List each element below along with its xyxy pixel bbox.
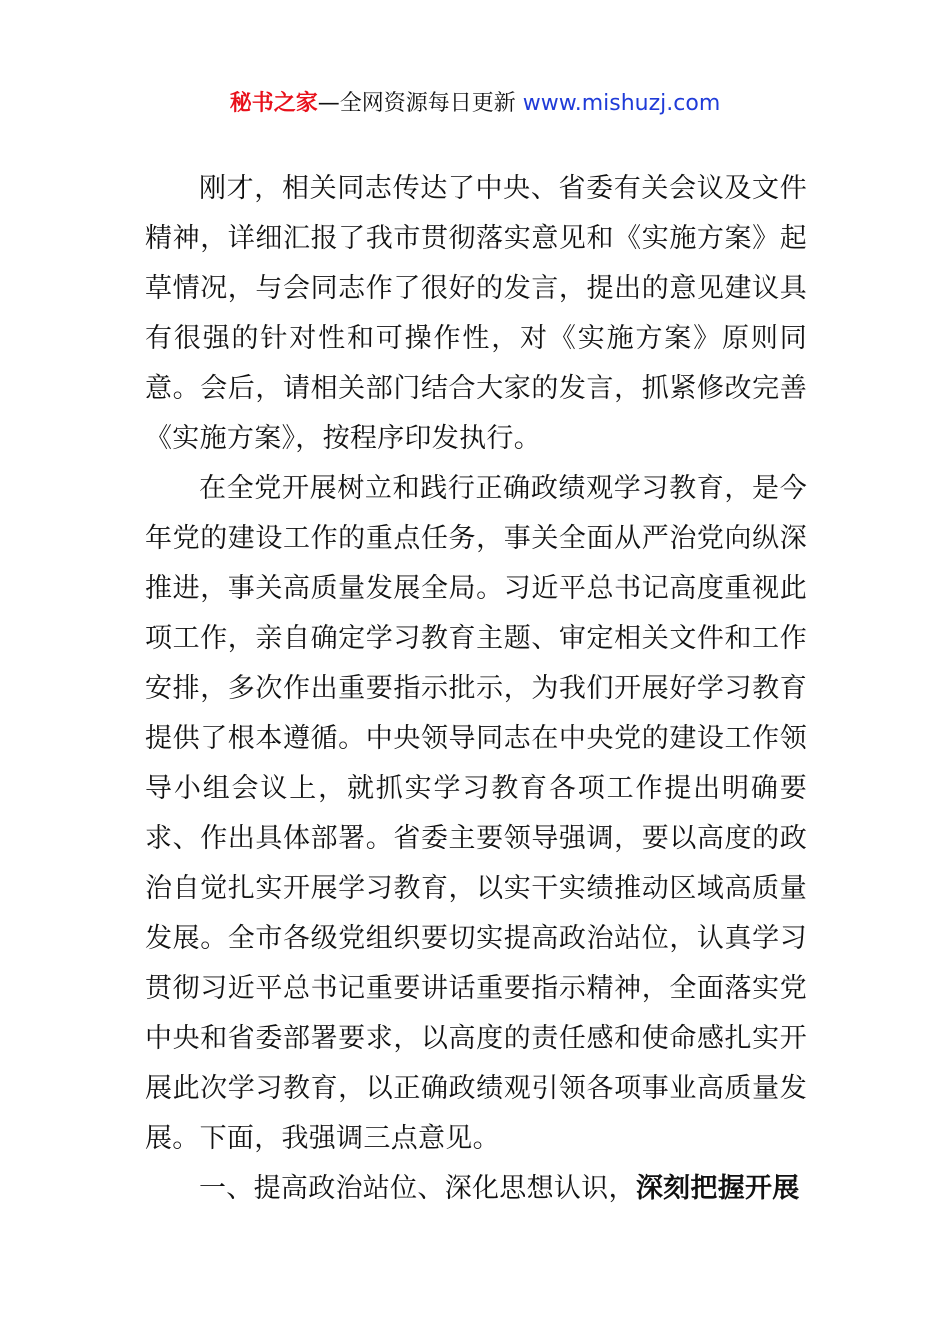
section-heading-emphasis: 深刻把握开展 [635,1173,800,1204]
site-url-link[interactable]: www.mishuzj.com [522,91,721,116]
paragraph-2: 在全党开展树立和践行正确政绩观学习教育，是今年党的建设工作的重点任务，事关全面从严治党向纵深推进，事关高质量发展全局。习近平总书记高度重视此项工作，亲自确定学习教育主题、审定相关文件和工作安排，多次作出重要指示批示，为我们开展好学习教育提供了根本遵循。中央领导同志在中央党的建设工作领导小组会议上，就抓实学习教育各项工作提出明确要求、作出具体部署。省委主要领导强调，要以高度的政治自觉扎实开展学习教育，以实干实绩推动区域高质量发展。全市各级党组织要切实提高政治站位，认真学习贯彻习近平总书记重要讲话重要指示精神，全面落实党中央和省委部署要求，以高度的责任感和使命感扎实开展此次学习教育，以正确政绩观引领各项事业高质量发展。下面，我强调三点意见。 [145,473,807,1154]
paragraph-1: 刚才，相关同志传达了中央、省委有关会议及文件精神，详细汇报了我市贯彻落实意见和《实施方案》起草情况，与会同志作了很好的发言，提出的意见建议具有很强的针对性和可操作性，对《实施方案》原则同意。会后，请相关部门结合大家的发言，抓紧修改完善《实施方案》，按程序印发执行。 [145,173,807,454]
header-tagline: —全网资源每日更新 [317,91,523,116]
site-header [0,88,950,120]
brand-name: 秘书之家 [229,91,318,116]
section-heading [145,1164,807,1214]
document-body [145,164,807,1214]
section-heading-prefix: 一、提高政治站位、深化思想认识， [199,1173,636,1204]
